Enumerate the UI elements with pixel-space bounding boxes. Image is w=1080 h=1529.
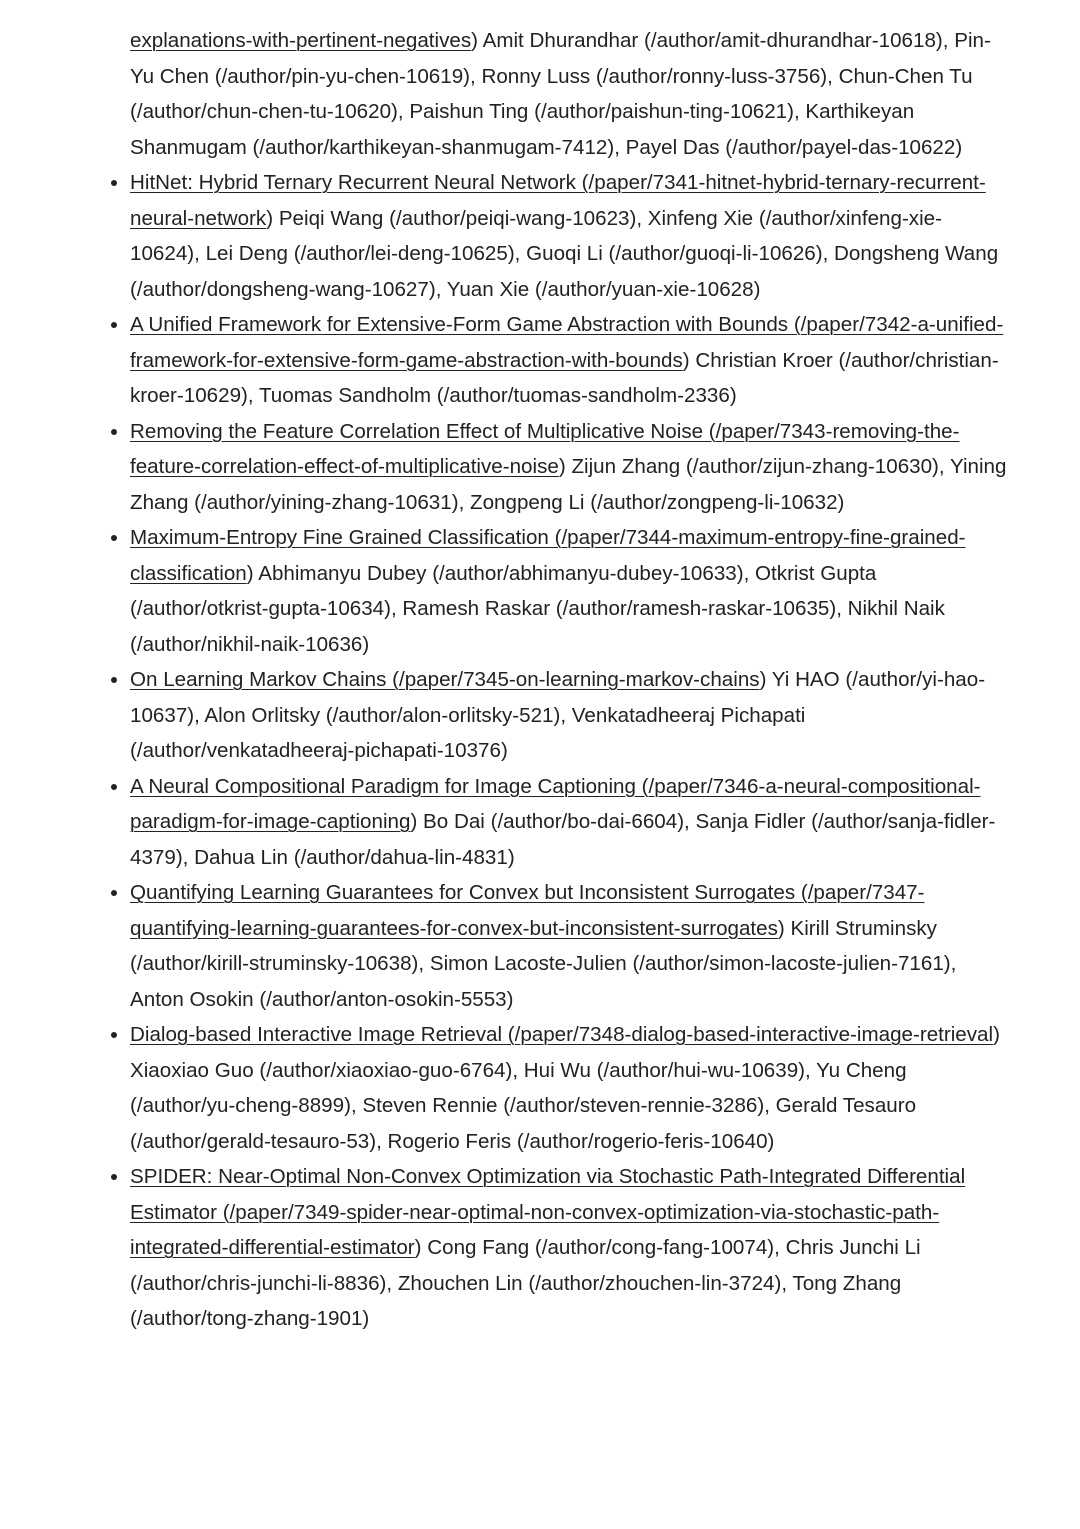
list-item: HitNet: Hybrid Ternary Recurrent Neural Network (/paper/7341-hitnet-hybrid-ternary-recurrent-neural-network) Peiqi Wang (/author/peiqi-wang-10623), Xinfeng Xie (/author/xinfeng-xie-10624), Lei Deng (/author/lei-deng-10625), Guoqi Li (/author/guoqi-li-10626), Dongsheng Wang (/author/dongsheng-wang-10627), Yuan Xie (/author/yuan-xie-10628)	[130, 165, 1008, 307]
paper-authors: Amit Dhurandhar (/author/amit-dhurandhar-10618), Pin-Yu Chen (/author/pin-yu-chen-10619), Ronny Luss (/author/ronny-luss-3756), Chun-Chen Tu (/author/chun-chen-tu-10620), Paishun Ting (/author/paishun-ting-10621), Karthikeyan Shanmugam (/author/karthikeyan-shanmugam-7412), Payel Das (/author/payel-das-10622)	[130, 29, 991, 159]
list-item: Dialog-based Interactive Image Retrieval (/paper/7348-dialog-based-interactive-image-retrieval) Xiaoxiao Guo (/author/xiaoxiao-guo-6764), Hui Wu (/author/hui-wu-10639), Yu Cheng (/author/yu-cheng-8899), Steven Rennie (/author/steven-rennie-3286), Gerald Tesauro (/author/gerald-tesauro-53), Rogerio Feris (/author/rogerio-feris-10640)	[130, 1017, 1008, 1159]
paper-link[interactable]: Dialog-based Interactive Image Retrieval (/paper/7348-dialog-based-interactive-image-retrieval	[130, 1023, 994, 1046]
paper-link[interactable]: On Learning Markov Chains (/paper/7345-on-learning-markov-chains	[130, 668, 760, 691]
paper-link[interactable]: A Unified Framework for Extensive-Form Game Abstraction with Bounds (/paper/7342-a-unified-framework-for-extensive-form-game-abstraction-with-bounds	[130, 313, 1004, 372]
paper-link[interactable]: explanations-with-pertinent-negatives	[130, 29, 472, 52]
paper-authors: Christian Kroer (/author/christian-kroer-10629), Tuomas Sandholm (/author/tuomas-sandholm-2336)	[130, 348, 999, 407]
paper-link[interactable]: Removing the Feature Correlation Effect of Multiplicative Noise (/paper/7343-removing-the-feature-correlation-effect-of-multiplicative-noise	[130, 419, 960, 478]
paper-authors: Bo Dai (/author/bo-dai-6604), Sanja Fidler (/author/sanja-fidler-4379), Dahua Lin (/author/dahua-lin-4831)	[130, 810, 996, 869]
paper-link[interactable]: Quantifying Learning Guarantees for Convex but Inconsistent Surrogates (/paper/7347-quantifying-learning-guarantees-for-convex-but-inconsistent-surrogates	[130, 881, 925, 940]
list-item: Maximum-Entropy Fine Grained Classification (/paper/7344-maximum-entropy-fine-grained-classification) Abhimanyu Dubey (/author/abhimanyu-dubey-10633), Otkrist Gupta (/author/otkrist-gupta-10634), Ramesh Raskar (/author/ramesh-raskar-10635), Nikhil Naik (/author/nikhil-naik-10636)	[130, 520, 1008, 662]
paper-link[interactable]: Maximum-Entropy Fine Grained Classification (/paper/7344-maximum-entropy-fine-grained-classification	[130, 526, 966, 585]
list-item: A Unified Framework for Extensive-Form Game Abstraction with Bounds (/paper/7342-a-unified-framework-for-extensive-form-game-abstraction-with-bounds) Christian Kroer (/author/christian-kroer-10629), Tuomas Sandholm (/author/tuomas-sandholm-2336)	[130, 307, 1008, 414]
paper-authors: Zijun Zhang (/author/zijun-zhang-10630), Yining Zhang (/author/yining-zhang-10631), Zongpeng Li (/author/zongpeng-li-10632)	[130, 455, 1007, 514]
list-item: Removing the Feature Correlation Effect of Multiplicative Noise (/paper/7343-removing-the-feature-correlation-effect-of-multiplicative-noise) Zijun Zhang (/author/zijun-zhang-10630), Yining Zhang (/author/yining-zhang-10631), Zongpeng Li (/author/zongpeng-li-10632)	[130, 414, 1008, 521]
paper-list-page	[130, 23, 1008, 1337]
list-item: Quantifying Learning Guarantees for Convex but Inconsistent Surrogates (/paper/7347-quantifying-learning-guarantees-for-convex-but-inconsistent-surrogates) Kirill Struminsky (/author/kirill-struminsky-10638), Simon Lacoste-Julien (/author/simon-lacoste-julien-7161), Anton Osokin (/author/anton-osokin-5553)	[130, 875, 1008, 1017]
paper-authors: Yi HAO (/author/yi-hao-10637), Alon Orlitsky (/author/alon-orlitsky-521), Venkatadheeraj Pichapati (/author/venkatadheeraj-pichapati-10376)	[130, 668, 986, 762]
paper-authors: Cong Fang (/author/cong-fang-10074), Chris Junchi Li (/author/chris-junchi-li-8836), Zhouchen Lin (/author/zhouchen-lin-3724), Tong Zhang (/author/tong-zhang-1901)	[130, 1236, 921, 1330]
paper-list	[130, 23, 1008, 1337]
list-item: On Learning Markov Chains (/paper/7345-on-learning-markov-chains) Yi HAO (/author/yi-hao-10637), Alon Orlitsky (/author/alon-orlitsky-521), Venkatadheeraj Pichapati (/author/venkatadheeraj-pichapati-10376)	[130, 662, 1008, 769]
list-item-continuation: explanations-with-pertinent-negatives) Amit Dhurandhar (/author/amit-dhurandhar-10618), Pin-Yu Chen (/author/pin-yu-chen-10619), Ronny Luss (/author/ronny-luss-3756), Chun-Chen Tu (/author/chun-chen-tu-10620), Paishun Ting (/author/paishun-ting-10621), Karthikeyan Shanmugam (/author/karthikeyan-shanmugam-7412), Payel Das (/author/payel-das-10622)	[130, 29, 991, 159]
paper-authors: Xiaoxiao Guo (/author/xiaoxiao-guo-6764), Hui Wu (/author/hui-wu-10639), Yu Cheng (/author/yu-cheng-8899), Steven Rennie (/author/steven-rennie-3286), Gerald Tesauro (/author/gerald-tesauro-53), Rogerio Feris (/author/rogerio-feris-10640)	[130, 1058, 917, 1153]
paper-authors: Peiqi Wang (/author/peiqi-wang-10623), Xinfeng Xie (/author/xinfeng-xie-10624), Lei Deng (/author/lei-deng-10625), Guoqi Li (/author/guoqi-li-10626), Dongsheng Wang (/author/dongsheng-wang-10627), Yuan Xie (/author/yuan-xie-10628)	[130, 206, 999, 301]
paper-link[interactable]: SPIDER: Near-Optimal Non-Convex Optimization via Stochastic Path-Integrated Differential Estimator (/paper/7349-spider-near-optimal-non-convex-optimization-via-stochastic-path-integrated-differential-estimator	[130, 1165, 966, 1259]
list-item: A Neural Compositional Paradigm for Image Captioning (/paper/7346-a-neural-compositional-paradigm-for-image-captioning) Bo Dai (/author/bo-dai-6604), Sanja Fidler (/author/sanja-fidler-4379), Dahua Lin (/author/dahua-lin-4831)	[130, 769, 1008, 876]
list-item: SPIDER: Near-Optimal Non-Convex Optimization via Stochastic Path-Integrated Differential Estimator (/paper/7349-spider-near-optimal-non-convex-optimization-via-stochastic-path-integrated-differential-estimator) Cong Fang (/author/cong-fang-10074), Chris Junchi Li (/author/chris-junchi-li-8836), Zhouchen Lin (/author/zhouchen-lin-3724), Tong Zhang (/author/tong-zhang-1901)	[130, 1159, 1008, 1337]
paper-authors: Abhimanyu Dubey (/author/abhimanyu-dubey-10633), Otkrist Gupta (/author/otkrist-gupta-10634), Ramesh Raskar (/author/ramesh-raskar-10635), Nikhil Naik (/author/nikhil-naik-10636)	[130, 561, 945, 656]
paper-link[interactable]: HitNet: Hybrid Ternary Recurrent Neural Network (/paper/7341-hitnet-hybrid-ternary-recurrent-neural-network	[130, 171, 986, 230]
paper-link[interactable]: A Neural Compositional Paradigm for Image Captioning (/paper/7346-a-neural-compositional-paradigm-for-image-captioning	[130, 774, 981, 833]
paper-authors: Kirill Struminsky (/author/kirill-struminsky-10638), Simon Lacoste-Julien (/author/simon-lacoste-julien-7161), Anton Osokin (/author/anton-osokin-5553)	[130, 916, 957, 1011]
